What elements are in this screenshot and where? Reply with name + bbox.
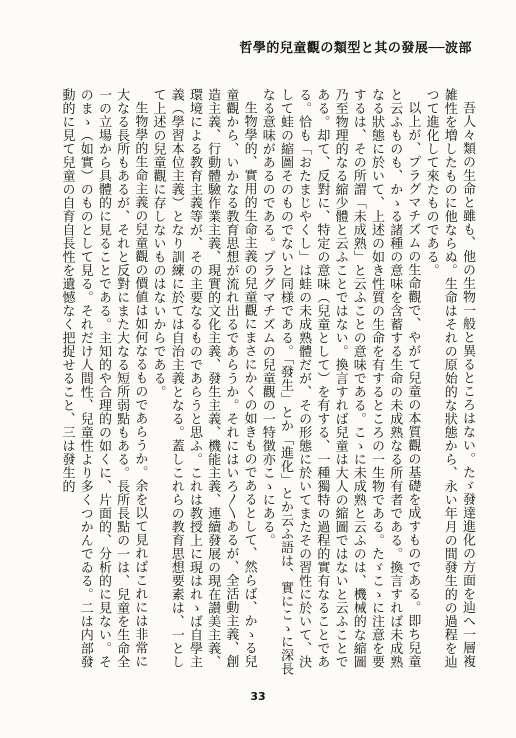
page-number: 33: [250, 690, 266, 703]
body-text: [40, 88, 476, 678]
paragraph: 生物學的生命主義の兒童觀の價値は如何なるものであらうか。余を以て見ればこれには非常に大なる長所もあるが、それと反對にまた大なる短所弱點もある。長所長點の一は、兒童を生命全一の立場から具體的に見ることである。主知的や合理的の如くに、片面的、分析的に見ない。そのまゝ（如實）のものとして見る。それだけ人間性、兒童性より多くつかんでゐる。二は内部發動的に見て兒童の自育自長性を遺憾なく把捉せること、三は發生的: [59, 88, 148, 669]
running-header: [4, 34, 512, 58]
running-title: 哲學的兒童觀の類型と其の發展──波部: [239, 40, 472, 56]
paragraph: 吾人々類の生命と雖も、他の生物一般と異るところはない。たゞ發達進化の方面を辿へ一層複雑性を増したものに他ならぬ。生命はそれの原始的な狀態から、永い年月の間發生的の過程を辿つて進化して來たものである。: [423, 88, 475, 669]
paragraph: 以上が、プラグマチズムの生命觀で、やがて兒童の本質觀の基礎を成すものである。即ち兒童と云ふものも、かゝる諸種の意味を含蓄する生命の未成熟なる所有者である。換言すれば未成熟なる狀態に於いて、上述の如き性質の生命を有するところの一生物である。たゞこゝに注意を要するは、その所謂「未成熟」と云ふことの意味である。こゝに未成熟と云ふのは、機械的な縮圖乃至物理的なる縮少體と云ふことではない。換言すれば兒童は大人の縮圖ではないと云ふことである。却て、反對に、特定の意味（兒童として）を有する、一種獨特の過程的實有なることである。恰も「おたまじやくし」は蛙の未成熟體だが、その形態に於いてまたその習性に於いて、決して蛙の縮圖そのものでないと同様である。「發生」とか「進化」とか云ふ語は、實にこゝに深長なる意味があるのである。プラグマチズムの兒童觀の一特徴亦こゝにある。: [259, 88, 421, 676]
paragraph: 生物學的、實用的生命主義の兒童觀にまさにかくの如きものであるとして、然らば、かゝる兒童觀から、いかなる教育思想が流れ出るであらうか。それにはいろ〳〵あるが、全活動主義、創造主義、行動體驗作業主義、現實的文化主義、發生主義、機能主義、連續發展の現在讃美主義、環境による教育主義等が、その主要なるものであらうと思ふ。これは教授上に現はれゝば自學主義（學習本位主義）となり訓練に於ては自治主義となる。蓋しこれらの教育思想要素は、一として上述の兒童觀に存しないものはないからである。: [150, 88, 257, 669]
